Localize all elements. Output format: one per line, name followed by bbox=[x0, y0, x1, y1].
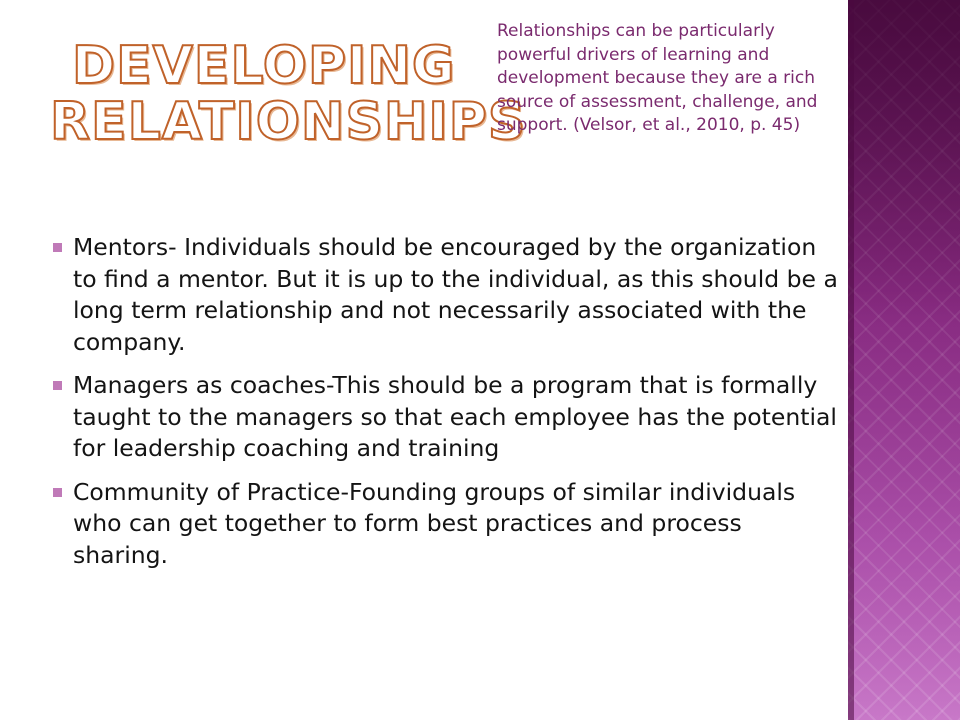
quote-text: Relationships can be particularly powerful drivers of learning and development because they are a rich source of assessment, challenge, and support. (Velsor, et al., 2010, p. 45) bbox=[497, 21, 818, 135]
square-bullet-icon bbox=[53, 488, 62, 497]
slide-title bbox=[50, 36, 527, 152]
bullet-text: Community of Practice-Founding groups of similar individuals who can get together to form best practices and process sharing. bbox=[73, 477, 796, 569]
bullet-text: Managers as coaches-This should be a program that is formally taught to the managers so that each employee has the potential for leadership coaching and training bbox=[73, 371, 837, 462]
title-line-2: RELATIONSHIPS bbox=[50, 92, 527, 152]
bullet-item-managers bbox=[48, 370, 838, 465]
bullet-item-community bbox=[48, 477, 838, 572]
square-bullet-icon bbox=[53, 381, 62, 390]
square-bullet-icon bbox=[53, 243, 62, 252]
bullet-text: Mentors- Individuals should be encouraged by the organization to find a mentor. But it is up to the individual, as this should be a long term relationship and not necessarily associated with the company. bbox=[73, 233, 838, 356]
bullet-list bbox=[48, 232, 838, 583]
decorative-band bbox=[848, 0, 960, 720]
decorative-band-edge bbox=[848, 0, 854, 720]
title-line-1: DEVELOPING bbox=[72, 36, 456, 96]
bullet-item-mentors bbox=[48, 232, 838, 358]
